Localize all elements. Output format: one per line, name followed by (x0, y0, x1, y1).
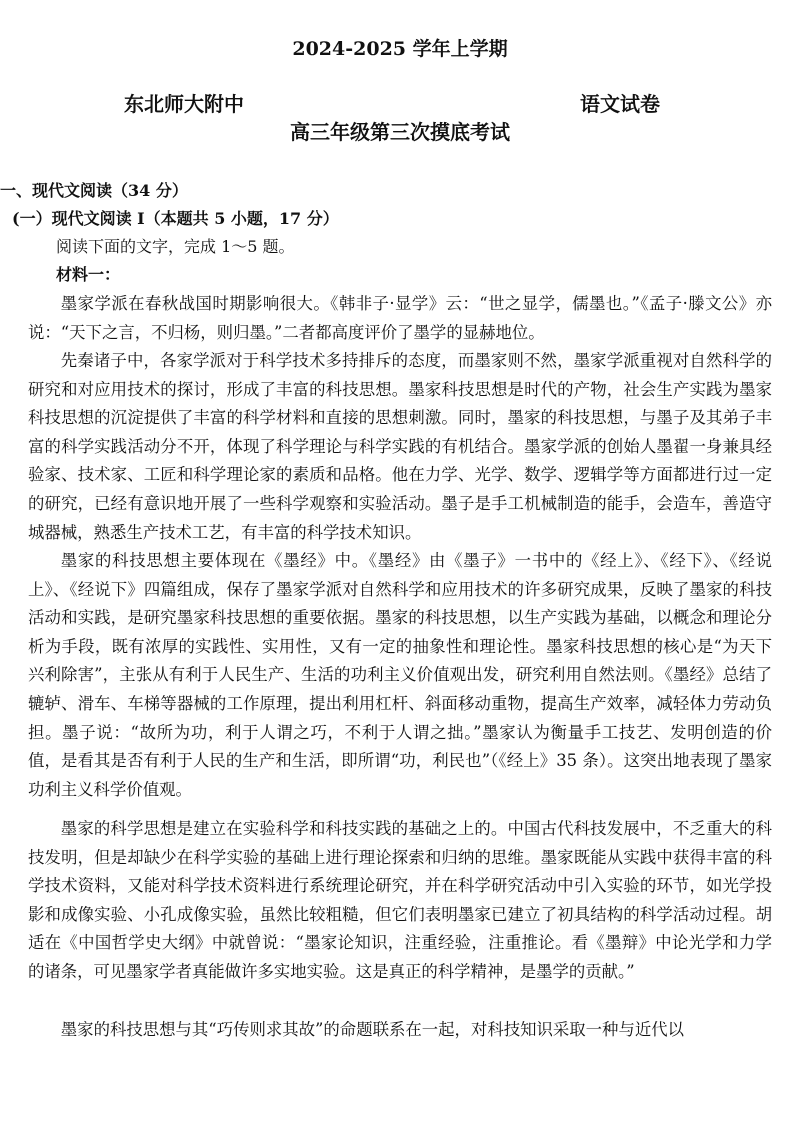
paragraph: 墨家的科技思想与其“巧传则求其故”的命题联系在一起，对科技知识采取一种与近代以 (60, 1020, 685, 1039)
subsection-title: (一）现代文阅读 I（本题共 5 小题，17 分） (12, 209, 339, 228)
paragraph: 墨家的科技思想主要体现在《墨经》中。《墨经》由《墨子》一书中的《经上》、《经下》、《经说上》、《经说下》四篇组成，保存了墨家学派对自然科学和应用技术的许多研究成果，反映了墨家的科技活动和实践，是研究墨家科技思想的重要依据。墨家的科技思想，以生产实践为基础，以概念和理论分析为手段，既有浓厚的实践性、实用性，又有一定的抽象性和理论性。墨家科技思想的核心是“为天下兴利除害”，主张从有利于人民生产、生活的功利主义价值观出发，研究利用自然法则。《墨经》总结了辘轳、滑车、车梯等器械的工作原理，提出利用杠杆、斜面移动重物，提高生产效率，减轻体力劳动负担。墨子说：“故所为功，利于人谓之巧，不利于人谓之拙。”墨家认为衡量手工技艺、发明创造的价值，是看其是否有利于人民的生产和生活，即所谓“功，利民也”（《经上》35 条）。这突出地表现了墨家功利主义科学价值观。 (28, 551, 772, 799)
academic-year: 2024-2025 学年上学期 (292, 38, 508, 60)
paragraph: 墨家学派在春秋战国时期影响很大。《韩非子·显学》云：“世之显学，儒墨也。”《孟子·滕文公》亦说：“天下之言，不归杨，则归墨。”二者都高度评价了墨学的显赫地位。 (28, 294, 772, 342)
school-name: 东北师大附中 (124, 92, 244, 116)
paragraph: 先秦诸子中，各家学派对于科学技术多持排斥的态度，而墨家则不然，墨家学派重视对自然科学的研究和对应用技术的探讨，形成了丰富的科技思想。墨家科技思想是时代的产物，社会生产实践为墨家科技思想的沉淀提供了丰富的科学材料和直接的思想刺激。同时，墨家的科技思想，与墨子及其弟子丰富的科学实践活动分不开，体现了科学理论与科学实践的有机结合。墨家学派的创始人墨翟一身兼具经验家、技术家、工匠和科学理论家的素质和品格。他在力学、光学、数学、逻辑学等方面都进行过一定的研究，已经有意识地开展了一些科学观察和实验活动。墨子是手工机械制造的能手，会造车，善造守城器械，熟悉生产技术工艺，有丰富的科学技术知识。 (28, 351, 772, 542)
reading-instruction: 阅读下面的文字，完成 1～5 题。 (56, 237, 295, 256)
exam-title: 高三年级第三次摸底考试 (290, 120, 510, 144)
paragraph: 墨家的科学思想是建立在实验科学和科技实践的基础之上的。中国古代科技发展中，不乏重大的科技发明，但是却缺少在科学实验的基础上进行理论探索和归纳的思维。墨家既能从实践中获得丰富的科学技术资料，又能对科学技术资料进行系统理论研究，并在科学研究活动中引入实验的环节，如光学投影和成像实验、小孔成像实验，虽然比较粗糙，但它们表明墨家已建立了初具结构的科学活动过程。胡适在《中国哲学史大纲》中就曾说：“墨家论知识，注重经验，注重推论。看《墨辩》中论光学和力学的诸条，可见墨家学者真能做许多实地实验。这是真正的科学精神，是墨学的贡献。” (28, 819, 772, 981)
material-label: 材料一： (56, 265, 121, 284)
subject-name: 语文试卷 (580, 92, 660, 116)
section-title: 一、现代文阅读（34 分） (0, 181, 188, 200)
